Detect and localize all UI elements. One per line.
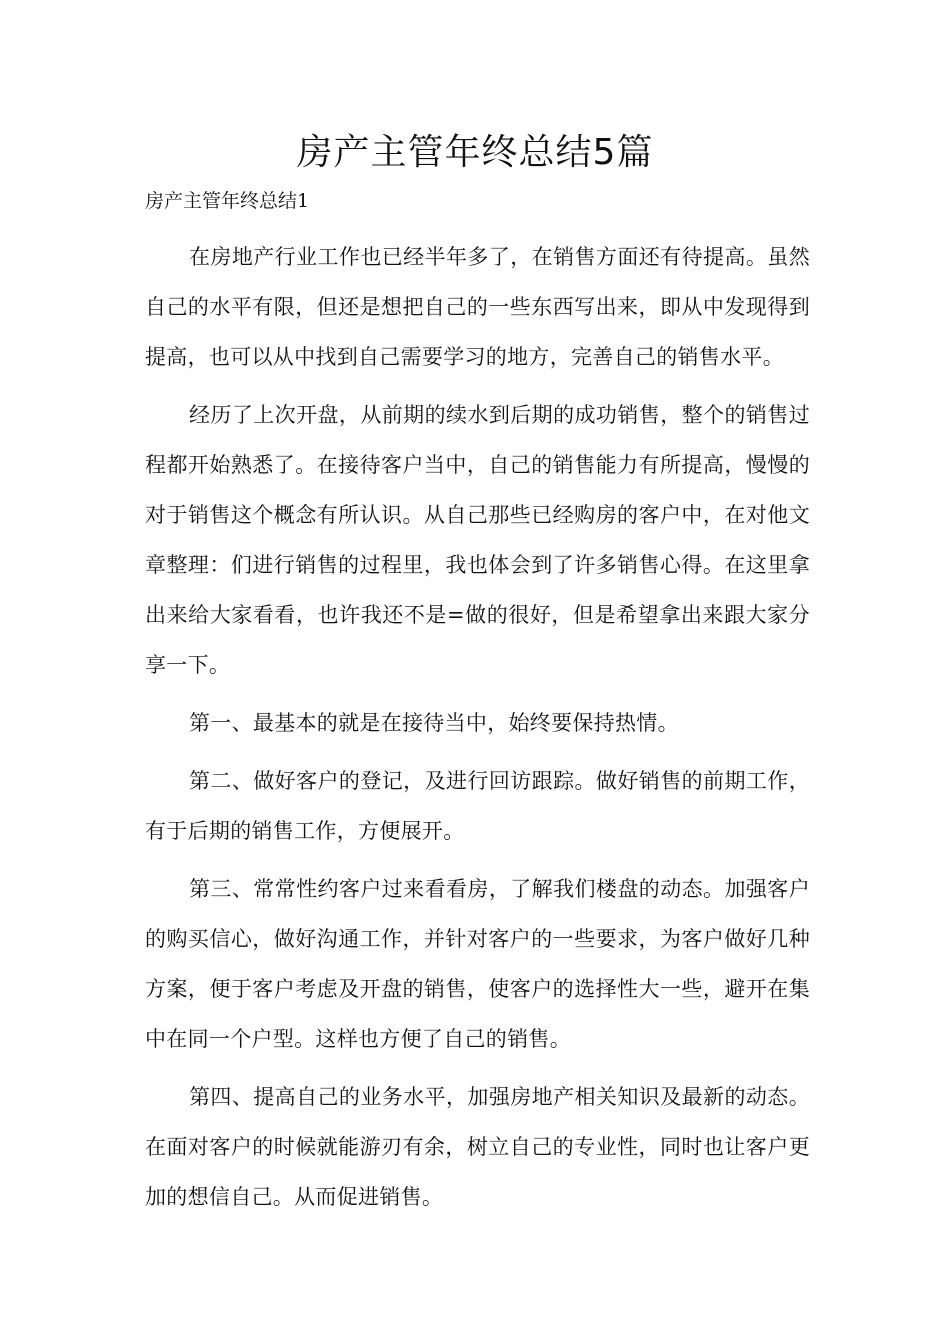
document-body bbox=[145, 232, 810, 1230]
document-title: 房产主管年终总结5篇 bbox=[296, 132, 654, 173]
paragraph-intro: 在房地产行业工作也已经半年多了，在销售方面还有待提高。虽然自己的水平有限，但还是想把自己的一些东西写出来，即从中发现得到提高，也可以从中找到自己需要学习的地方，完善自己的销售水平。 bbox=[145, 245, 810, 369]
paragraph-experience: 经历了上次开盘，从前期的续水到后期的成功销售，整个的销售过程都开始熟悉了。在接待客户当中，自己的销售能力有所提高，慢慢的对于销售这个概念有所认识。从自己那些已经购房的客户中，在对他文章整理：们进行销售的过程里，我也体会到了许多销售心得。在这里拿出来给大家看看，也许我还不是=做的很好，但是希望拿出来跟大家分享一下。 bbox=[145, 403, 810, 677]
section-heading: 房产主管年终总结1 bbox=[145, 190, 310, 212]
paragraph-point-3: 第三、常常性约客户过来看看房，了解我们楼盘的动态。加强客户的购买信心，做好沟通工作，并针对客户的一些要求，为客户做好几种方案，便于客户考虑及开盘的销售，使客户的选择性大一些，避开在集中在同一个户型。这样也方便了自己的销售。 bbox=[145, 877, 810, 1051]
paragraph-point-2: 第二、做好客户的登记，及进行回访跟踪。做好销售的前期工作，有于后期的销售工作，方便展开。 bbox=[145, 769, 810, 843]
paragraph-point-1: 第一、最基本的就是在接待当中，始终要保持热情。 bbox=[189, 711, 679, 735]
paragraph-point-4: 第四、提高自己的业务水平，加强房地产相关知识及最新的动态。在面对客户的时候就能游刃有余，树立自己的专业性，同时也让客户更加的想信自己。从而促进销售。 bbox=[145, 1085, 810, 1209]
